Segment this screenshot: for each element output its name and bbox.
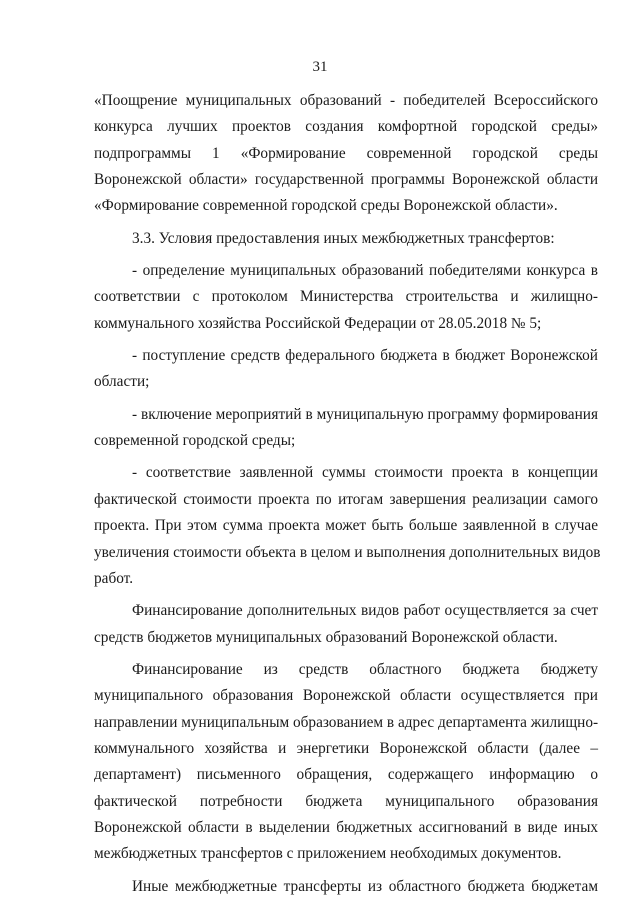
text-line: конкурса лучших проектов создания комфортной городской среды» bbox=[94, 118, 598, 136]
text-line: 3.3. Условия предоставления иных межбюджетных трансфертов: bbox=[132, 229, 555, 247]
text-line: - определение муниципальных образований победителями конкурса в bbox=[132, 262, 598, 280]
text-line: средств бюджетов муниципальных образований Воронежской области. bbox=[94, 628, 558, 646]
text-line: «Формирование современной городской среды Воронежской области». bbox=[94, 197, 558, 215]
text-line: - соответствие заявленной суммы стоимости проекта в концепции bbox=[132, 464, 598, 482]
text-line: увеличения стоимости объекта в целом и выполнения дополнительных видов bbox=[94, 543, 601, 561]
text-line: департамент) письменного обращения, содержащего информацию о bbox=[94, 766, 598, 784]
text-line: подпрограммы 1 «Формирование современной городской среды bbox=[94, 144, 598, 162]
text-line: Финансирование из средств областного бюджета бюджету bbox=[132, 660, 598, 678]
text-line: - поступление средств федерального бюджета в бюджет Воронежской bbox=[132, 347, 598, 365]
text-line: проекта. При этом сумма проекта может быть больше заявленной в случае bbox=[94, 517, 598, 535]
text-line: «Поощрение муниципальных образований - победителей Всероссийского bbox=[94, 92, 598, 109]
text-line: - включение мероприятий в муниципальную программу формирования bbox=[132, 405, 598, 423]
text-line: коммунального хозяйства Российской Федерации от 28.05.2018 № 5; bbox=[94, 314, 542, 332]
text-line: Воронежской области» государственной программы Воронежской области bbox=[94, 171, 598, 189]
text-line: области; bbox=[94, 373, 150, 391]
page-number: 31 bbox=[312, 59, 328, 75]
text-line: современной городской среды; bbox=[94, 432, 296, 450]
text-line: направлении муниципальным образованием в адрес департамента жилищно- bbox=[94, 713, 599, 731]
text-line: коммунального хозяйства и энергетики Воронежской области (далее – bbox=[94, 739, 598, 757]
text-line: Иные межбюджетные трансферты из областного бюджета бюджетам bbox=[132, 877, 598, 895]
text-line: муниципального образования Воронежской области осуществляется при bbox=[94, 687, 598, 705]
text-line: фактической потребности бюджета муниципального образования bbox=[94, 792, 598, 810]
text-line: фактической стоимости проекта по итогам завершения реализации самого bbox=[94, 490, 598, 508]
text-line: соответствии с протоколом Министерства строительства и жилищно- bbox=[94, 288, 598, 306]
text-line: межбюджетных трансфертов с приложением необходимых документов. bbox=[94, 845, 562, 863]
text-line: Воронежской области в выделении бюджетных ассигнований в виде иных bbox=[94, 818, 598, 836]
document-body bbox=[94, 88, 601, 900]
text-line: работ. bbox=[94, 569, 134, 587]
text-line: Финансирование дополнительных видов работ осуществляется за счет bbox=[132, 602, 598, 620]
